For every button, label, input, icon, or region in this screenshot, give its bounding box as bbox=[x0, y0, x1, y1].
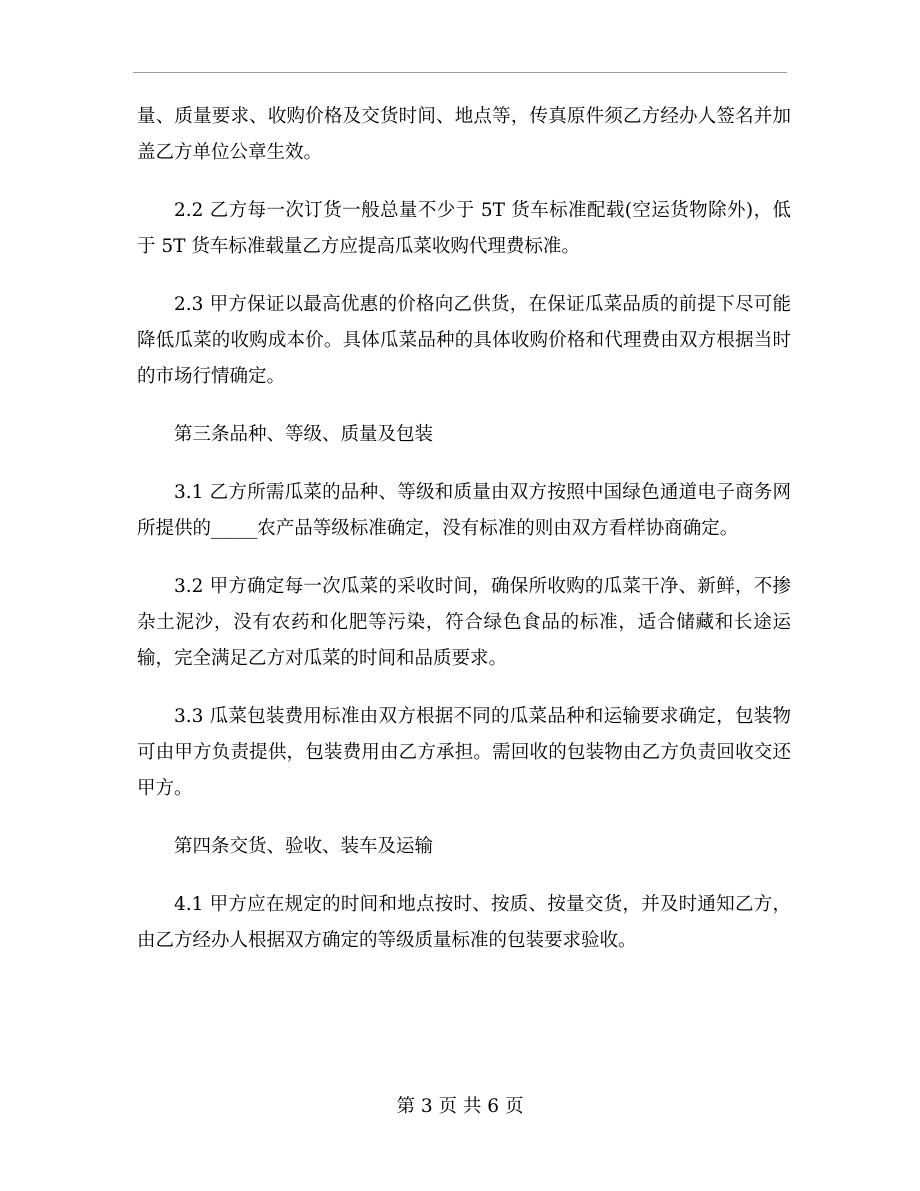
section-heading-article-3: 第三条品种、等级、质量及包装 bbox=[174, 424, 434, 445]
paragraph-4-1: 4.1 甲方应在规定的时间和地点按时、按质、按量交货，并及时通知乙方，由乙方经办人根据双方确定的等级质量标准的包装要求验收。 bbox=[137, 894, 791, 951]
page-number-footer: 第 3 页 共 6 页 bbox=[396, 1096, 524, 1117]
document-body bbox=[137, 99, 791, 981]
paragraph-2-3: 2.3 甲方保证以最高优惠的价格向乙供货，在保证瓜菜品质的前提下尽可能降低瓜菜的收购成本价。具体瓜菜品种的具体收购价格和代理费由双方根据当时的市场行情确定。 bbox=[137, 294, 791, 387]
header-divider bbox=[133, 72, 787, 73]
section-heading-article-4: 第四条交货、验收、装车及运输 bbox=[174, 836, 434, 857]
paragraph-3-1: 3.1 乙方所需瓜菜的品种、等级和质量由双方按照中国绿色通道电子商务网所提供的_____农产品等级标准确定，没有标准的则由双方看样协商确定。 bbox=[137, 482, 791, 539]
paragraph-3-3: 3.3 瓜菜包装费用标准由双方根据不同的瓜菜品种和运输要求确定，包装物可由甲方负责提供，包装费用由乙方承担。需回收的包装物由乙方负责回收交还甲方。 bbox=[137, 706, 791, 799]
paragraph-continuation: 量、质量要求、收购价格及交货时间、地点等，传真原件须乙方经办人签名并加盖乙方单位公章生效。 bbox=[137, 106, 791, 163]
paragraph-3-2: 3.2 甲方确定每一次瓜菜的采收时间，确保所收购的瓜菜干净、新鲜，不掺杂土泥沙，没有农药和化肥等污染，符合绿色食品的标准，适合储藏和长途运输，完全满足乙方对瓜菜的时间和品质要求。 bbox=[137, 576, 791, 669]
paragraph-2-2: 2.2 乙方每一次订货一般总量不少于 5T 货车标准配载(空运货物除外)，低于 5T 货车标准载量乙方应提高瓜菜收购代理费标准。 bbox=[137, 200, 791, 257]
